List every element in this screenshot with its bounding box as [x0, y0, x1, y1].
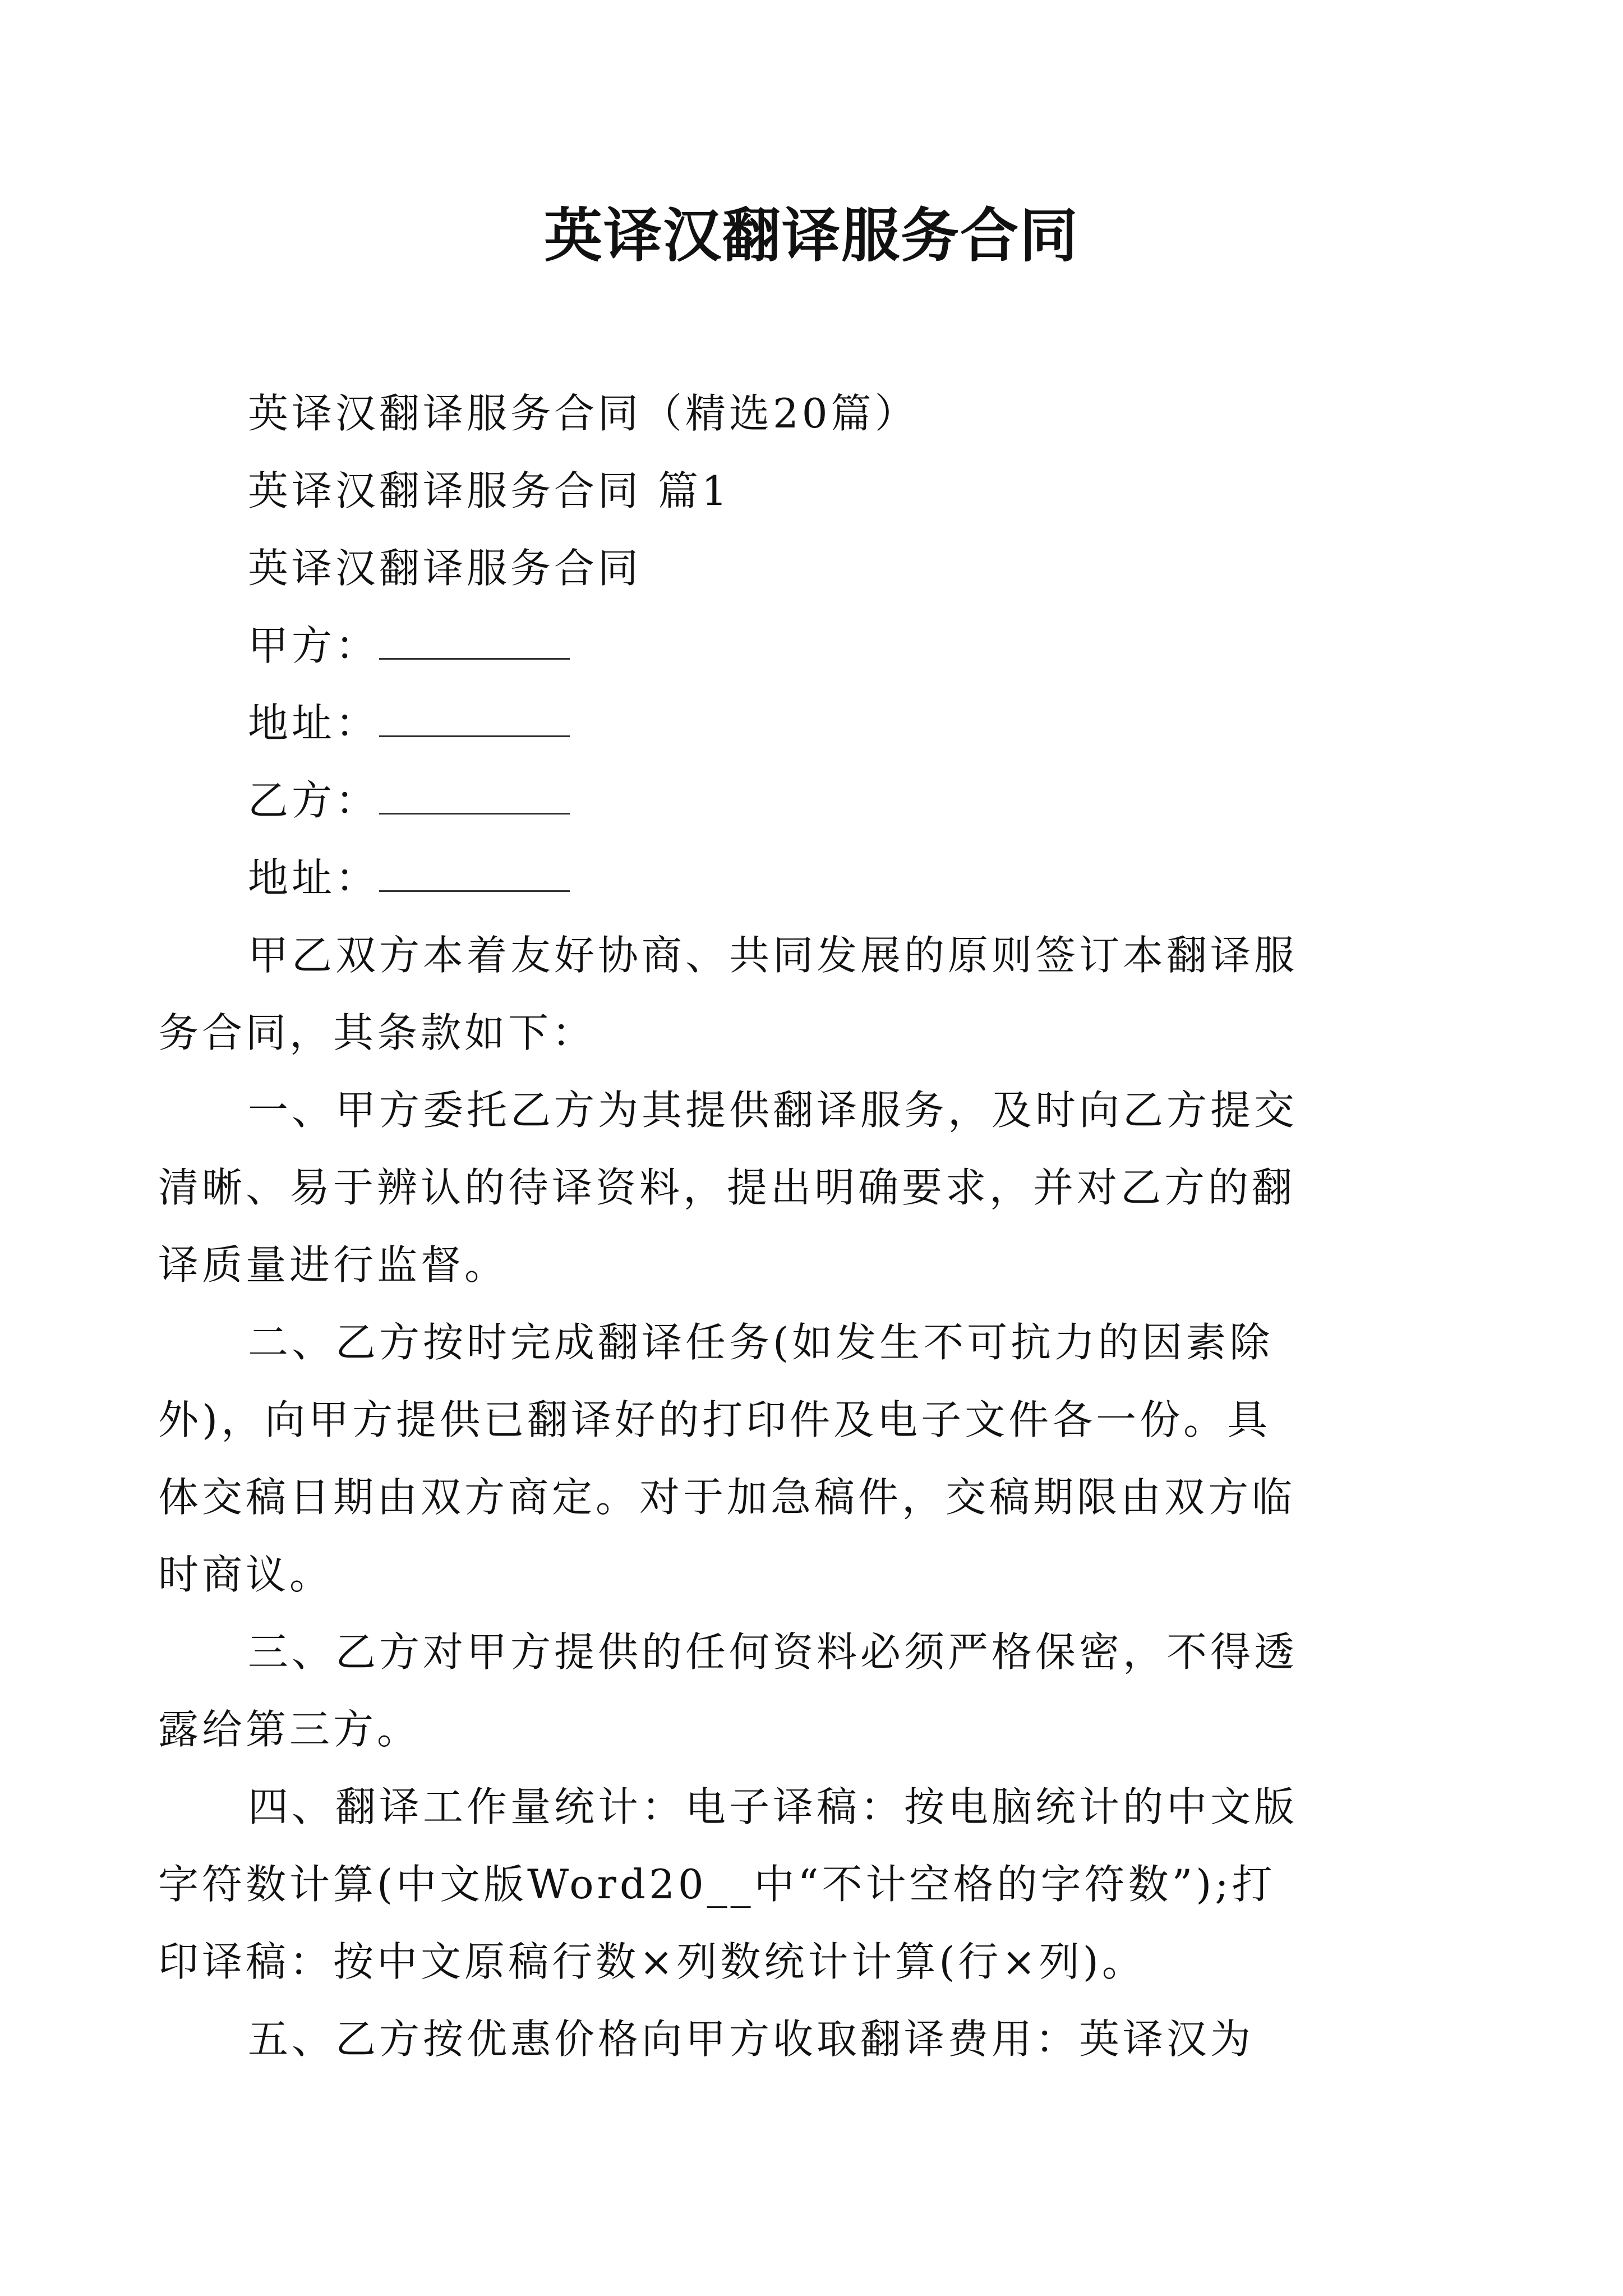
party-b-blank — [379, 775, 570, 815]
paragraph-line: 甲乙双方本着友好协商、共同发展的原则签订本翻译服 — [248, 932, 1298, 979]
document-title: 英译汉翻译服务合同 — [543, 201, 1079, 270]
paragraph-line: 四、翻译工作量统计：电子译稿：按电脑统计的中文版 — [248, 1783, 1298, 1830]
party-a-line — [248, 607, 1386, 684]
party-a-address-line — [248, 684, 1386, 762]
document-body — [248, 375, 1386, 917]
party-a-address-label: 地址： — [248, 700, 380, 747]
party-a-blank — [379, 620, 570, 660]
paragraph-line: 印译稿：按中文原稿行数×列数统计计算(行×列)。 — [158, 1938, 1146, 1985]
contract-name: 英译汉翻译服务合同 — [248, 545, 642, 592]
paragraph-line: 二、乙方按时完成翻译任务(如发生不可抗力的因素除 — [248, 1319, 1274, 1366]
paragraph-line: 体交稿日期由双方商定。对于加急稿件，交稿期限由双方临 — [158, 1474, 1296, 1521]
subtitle-line: 英译汉翻译服务合同（精选20篇） — [248, 390, 919, 437]
party-a-label: 甲方： — [248, 622, 380, 669]
paragraph-line: 务合同，其条款如下： — [158, 1009, 596, 1056]
party-b-line — [248, 762, 1386, 839]
paragraph-line: 清晰、易于辨认的待译资料，提出明确要求，并对乙方的翻 — [158, 1164, 1296, 1211]
paragraph-line: 五、乙方按优惠价格向甲方收取翻译费用：英译汉为 — [248, 2016, 1255, 2063]
party-b-address-line — [248, 839, 1386, 917]
paragraph-line: 露给第三方。 — [158, 1706, 421, 1753]
paragraph-line: 外)，向甲方提供已翻译好的打印件及电子文件各一份。具 — [158, 1396, 1271, 1443]
party-a-address-blank — [379, 697, 570, 737]
party-b-address-label: 地址： — [248, 854, 380, 901]
paragraph-line: 译质量进行监督。 — [158, 1241, 509, 1289]
party-b-label: 乙方： — [248, 777, 380, 824]
party-b-address-blank — [379, 852, 570, 892]
section-heading: 英译汉翻译服务合同 篇1 — [248, 467, 731, 514]
paragraph-line: 一、甲方委托乙方为其提供翻译服务，及时向乙方提交 — [248, 1087, 1298, 1134]
clauses — [158, 917, 1386, 2078]
paragraph-line: 时商议。 — [158, 1551, 334, 1598]
paragraph-line: 字符数计算(中文版Word20__中“不计空格的字符数”);打 — [158, 1861, 1276, 1908]
paragraph-line: 三、乙方对甲方提供的任何资料必须严格保密，不得透 — [248, 1628, 1298, 1676]
